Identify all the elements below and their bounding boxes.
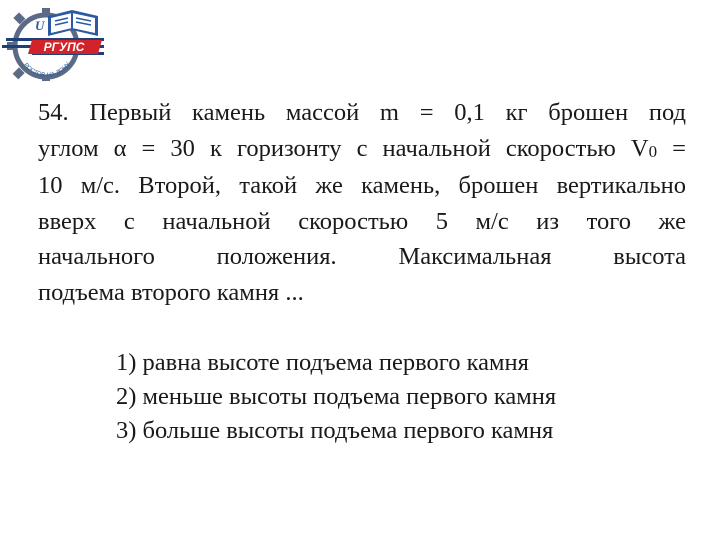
problem-line-4: вверх с начальной скоростью 5 м/с из того же <box>38 207 686 235</box>
logo-letter: U <box>35 18 45 33</box>
problem-line-3: 10 м/с. Второй, такой же камень, брошен вертикально <box>38 172 686 199</box>
answer-option-3: 3) больше высоты подъема первого камня <box>116 417 554 444</box>
answer-option-1: 1) равна высоте подъема первого камня <box>116 349 529 376</box>
rgups-logo-graphic <box>2 2 106 82</box>
rgups-logo <box>2 2 106 82</box>
logo-ring-text: РОСТОВ-НА-ДОНУ <box>22 61 72 79</box>
rgups-banner <box>28 40 102 54</box>
answer-options <box>116 346 556 448</box>
problem-text <box>38 95 686 310</box>
velocity-subscript: 0 <box>648 141 658 161</box>
problem-line-6: подъема второго камня ... <box>38 278 304 306</box>
rgups-text: РГУПС <box>43 40 85 54</box>
problem-line-2 <box>38 131 686 169</box>
problem-line-2-tail: = <box>657 134 686 162</box>
problem-line-1: 54. Первый камень массой m = 0,1 кг брошен под <box>38 99 686 126</box>
problem-line-2-text: углом α = 30 к горизонту с начальной скоростью V <box>38 134 649 162</box>
answer-option-2: 2) меньше высоты подъема первого камня <box>116 383 557 410</box>
problem-line-5: начального положения. Максимальная высота <box>38 243 686 270</box>
